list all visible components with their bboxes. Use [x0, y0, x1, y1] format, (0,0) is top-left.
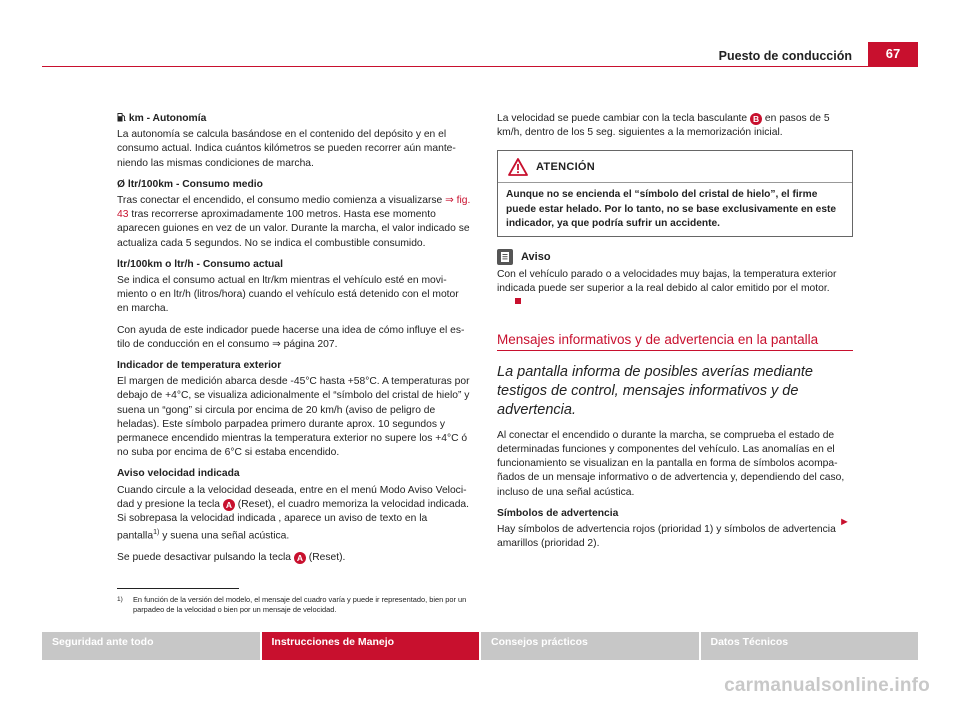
- footnote-text: En función de la versión del modelo, el mensaje del cuadro varía y puede ir representado, bien por un parpadeo de la velocidad o bien por un mensaje de velocidad.: [133, 595, 467, 615]
- temperatura-heading: Indicador de temperatura exterior: [117, 360, 282, 372]
- warning-header: [498, 151, 852, 183]
- simbolos-text: Hay símbolos de advertencia rojos (prioridad 1) y símbolos de advertencia amarillos (prioridad 2).: [497, 524, 836, 550]
- footer-tabs: [42, 632, 918, 660]
- autonomia-text: La autonomía se calcula basándose en el contenido del depósito y en el consumo actual. Indica cuántos kilómetros se pueden recorrer aún manteniendo las mismas condiciones de marcha.: [117, 129, 456, 169]
- warning-triangle-icon: [508, 158, 528, 176]
- aviso-velocidad-text: [117, 484, 472, 544]
- tab-seguridad[interactable]: Seguridad ante todo: [42, 632, 260, 660]
- warning-box: [497, 150, 853, 237]
- consumo-medio-text-b: tras recorrerse aproximadamente 100 metros. Hasta ese momento aparecen guiones en vez de un valor. Durante la marcha, el valor indicado se actualiza cada 5 segundos. No se indica el combustible consumido.: [117, 209, 470, 249]
- consumo-actual-text2: Con ayuda de este indicador puede hacerse una idea de cómo influye el estilo de conducción en el consumo ⇒ página 207.: [117, 324, 465, 350]
- note-text: [497, 268, 853, 311]
- section-end-marker: [515, 298, 521, 304]
- intro-text-1: La velocidad se puede cambiar con la tecla basculante: [497, 113, 748, 124]
- note-icon: [497, 249, 513, 265]
- section-text: Al conectar el encendido o durante la marcha, se comprueba el estado de determinadas funciones y componentes del vehículo. Las anomalías en el funcionamiento se visualizan en la pantalla en forma de símbolos acompañados de un mensaje informativo o de advertencia y, dependiendo del caso, incluso de una señal acústica.: [497, 429, 845, 498]
- tab-consejos[interactable]: Consejos prácticos: [481, 632, 699, 660]
- aviso-velocidad-heading: Aviso velocidad indicada: [117, 468, 240, 480]
- aviso-text-2: (Reset), el cuadro memoriza la velocidad indicada. Si sobrepasa la velocidad indicada , aparece un aviso de texto en la pantalla: [117, 498, 470, 542]
- key-a-badge-2: A: [294, 552, 306, 564]
- autonomia-heading: [117, 112, 472, 126]
- temperatura-text: El margen de medición abarca desde -45°C hasta +58°C. A temperaturas por debajo de +4°C, se visualiza adicionalmente el “símbolo del cristal de hielo” y suena un “gong” si circula por encima de 20 km/h (aviso de peligro de heladas). Este símbolo parpadea primero durante aprox. 10 segundos y permanece encendido mientras la temperatura exterior no supere los +4°C ó no suba por encima de 6°C si estaba encendido.: [117, 376, 470, 459]
- consumo-medio-text: [117, 194, 472, 251]
- aviso-velocidad-text2: [117, 551, 472, 565]
- header-divider: [42, 66, 918, 67]
- intro-text-2: en pasos de 5 km/h, dentro de los 5 seg. siguientes a la memorización inicial.: [497, 113, 830, 139]
- warning-text: Aunque no se encienda el “símbolo del cristal de hielo”, el firme puede estar helado. Por lo tanto, no se base exclusivamente en este indicador, ya que podría sufrir un accidente.: [506, 189, 837, 229]
- key-a-badge: A: [223, 499, 235, 511]
- tab-datos[interactable]: Datos Técnicos: [701, 632, 919, 660]
- consumo-medio-text-a: Tras conectar el encendido, el consumo medio comienza a visualizarse: [117, 195, 443, 207]
- consumo-actual-text: Se indica el consumo actual en ltr/km mientras el vehículo esté en movimiento o en ltr/h (litros/hora) cuando el vehículo está detenido con el motor en marcha.: [117, 275, 459, 315]
- note-title: Aviso: [521, 250, 551, 263]
- continue-arrow-icon: ►: [839, 516, 850, 528]
- warning-title: ATENCIÓN: [536, 161, 596, 174]
- consumo-medio-heading: Ø ltr/100km - Consumo medio: [117, 178, 263, 190]
- note-text-body: Con el vehículo parado o a velocidades muy bajas, la temperatura exterior indicada puede ser superior a la real debido al calor emitido por el motor.: [497, 269, 837, 295]
- watermark: carmanualsonline.info: [724, 675, 930, 696]
- tab-instrucciones[interactable]: Instrucciones de Manejo: [262, 632, 480, 660]
- footnote-divider: [117, 588, 239, 589]
- page-number-badge: 67: [868, 42, 918, 66]
- aviso-text2-2: (Reset).: [308, 551, 346, 563]
- consumo-actual-heading: ltr/100km o ltr/h - Consumo actual: [117, 258, 283, 270]
- footnote: [117, 595, 477, 615]
- simbolos-heading: Símbolos de advertencia: [497, 507, 619, 519]
- right-column: [497, 112, 853, 558]
- autonomia-heading-text: km - Autonomía: [128, 113, 207, 124]
- section-title: Mensajes informativos y de advertencia en la pantalla: [497, 333, 853, 351]
- footnote-ref[interactable]: 1): [153, 529, 160, 537]
- note-header: [497, 249, 853, 265]
- key-b-badge: B: [750, 113, 762, 125]
- aviso-text2-1: Se puede desactivar pulsando la tecla: [117, 551, 292, 563]
- velocidad-cambio-text: [497, 112, 853, 140]
- left-column: [117, 112, 472, 572]
- fuel-pump-icon: [117, 112, 126, 122]
- fig-43-link[interactable]: ⇒ fig. 43: [117, 195, 471, 221]
- page-header-title: Puesto de conducción: [718, 49, 852, 63]
- aviso-text-3: y suena una señal acústica.: [162, 530, 290, 542]
- footnote-number: 1): [117, 596, 123, 603]
- section-subtitle: La pantalla informa de posibles averías mediante testigos de control, mensajes informativos y de advertencia.: [497, 363, 813, 418]
- aviso-text-1: Cuando circule a la velocidad deseada, entre en el menú Modo Aviso Velocidad y presione la tecla: [117, 484, 467, 510]
